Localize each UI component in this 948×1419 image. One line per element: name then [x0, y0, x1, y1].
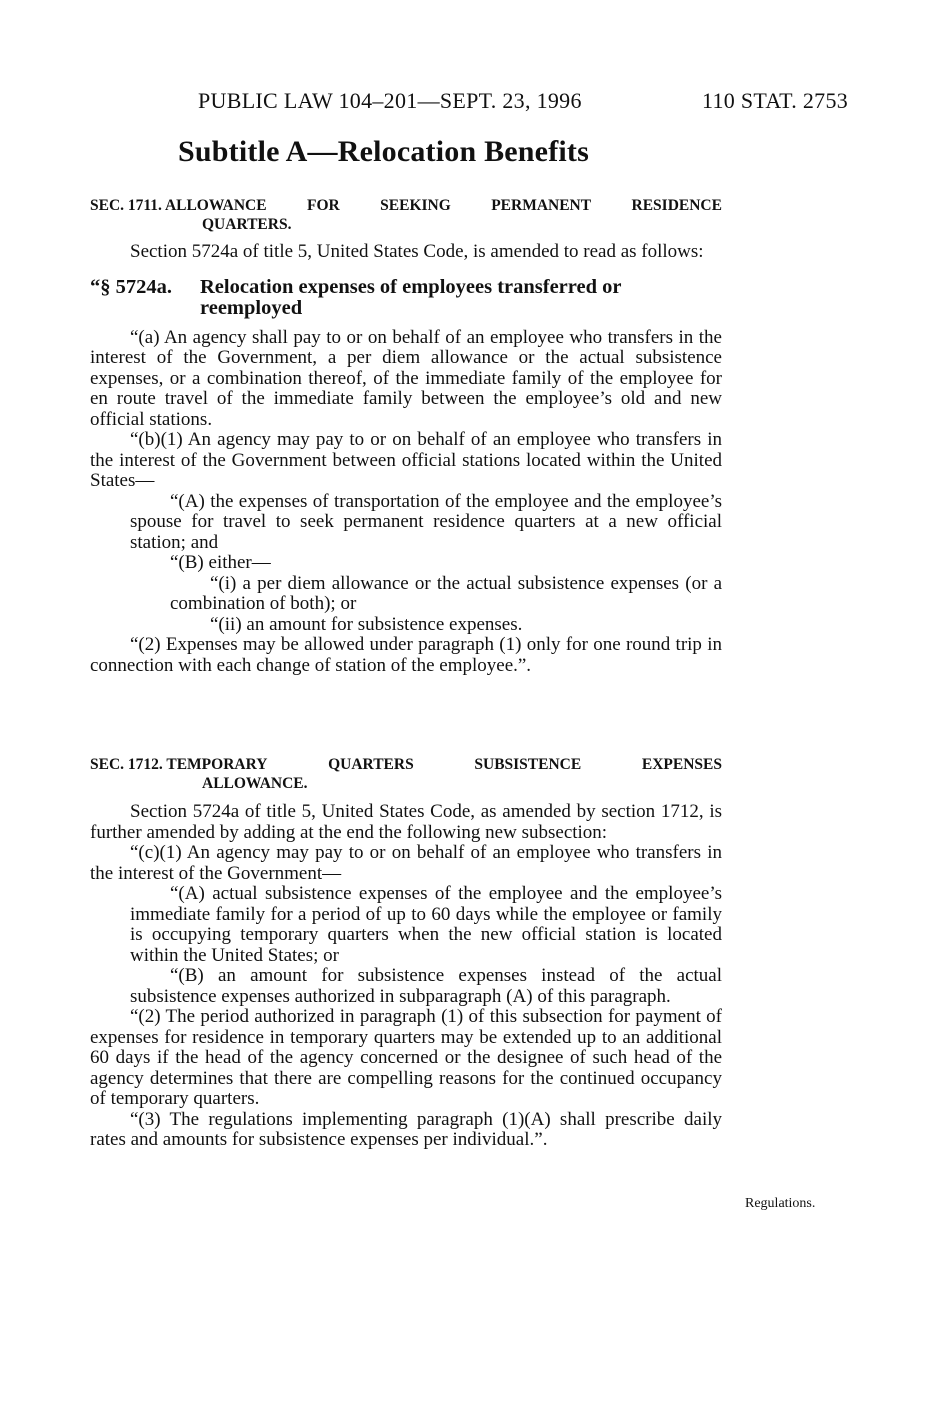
subtitle-heading: Subtitle A—Relocation Benefits	[178, 135, 589, 168]
section-symbol: “§ 5724a.	[90, 275, 172, 298]
paragraph-c1-B: “(B) an amount for subsistence expenses instead of the actual subsistence expenses authorized in subparagraph (A) of this paragraph.	[130, 965, 722, 1007]
heading-word: QUARTERS	[328, 756, 414, 773]
heading-word: FOR	[307, 197, 340, 214]
heading-word: SUBSISTENCE	[474, 756, 582, 773]
paragraph-b1-A: “(A) the expenses of transportation of the employee and the employee’s spouse for travel to seek permanent residence quarters at a new official station; and	[130, 490, 722, 553]
section-1712-heading	[90, 755, 722, 793]
page-number: 110 STAT. 2753	[702, 88, 849, 113]
section-1712	[90, 755, 722, 1151]
section-1711-intro: Section 5724a of title 5, United States Code, is amended to read as follows:	[130, 241, 704, 262]
paragraph-b2: “(2) Expenses may be allowed under paragraph (1) only for one round trip in connection with each change of station of the employee.”.	[90, 634, 722, 676]
paragraph-c1-A: “(A) actual subsistence expenses of the employee and the employee’s immediate family for a period of up to 60 days while the employee or family is occupying temporary quarters when the new official station is located within the United States; or	[130, 883, 722, 966]
heading-word: SEEKING	[380, 197, 451, 214]
paragraph-b1: “(b)(1) An agency may pay to or on behalf of an employee who transfers in the interest of the Government between official stations located within the United States—	[90, 429, 722, 491]
heading-continuation: QUARTERS.	[202, 216, 292, 233]
paragraph-b1-B: “(B) either—	[170, 552, 271, 573]
heading-word: SEC. 1711. ALLOWANCE	[90, 197, 267, 214]
section-5724a-title	[90, 277, 722, 319]
paragraph-c1: “(c)(1) An agency may pay to or on behalf of an employee who transfers in the interest of the Government—	[90, 842, 722, 884]
margin-note-regulations: Regulations.	[745, 1196, 816, 1211]
section-title-text: Relocation expenses of employees transferred or reemployed	[200, 275, 622, 319]
paragraph-c2: “(2) The period authorized in paragraph (1) of this subsection for payment of expenses for residence in temporary quarters may be extended up to an additional 60 days if the head of the agency concerned or the designee of such head of the agency determines that there are compelling reasons for the continued occupancy of temporary quarters.	[90, 1006, 722, 1109]
heading-word: EXPENSES	[641, 756, 722, 773]
section-1711	[90, 196, 722, 676]
paragraph-b1-B-ii: “(ii) an amount for subsistence expenses.	[210, 613, 523, 635]
paragraph-c3: “(3) The regulations implementing paragraph (1)(A) shall prescribe daily rates and amounts for subsistence expenses per individual.”.	[90, 1108, 722, 1150]
paragraph-a: “(a) An agency shall pay to or on behalf of an employee who transfers in the interest of the Government, a per diem allowance or the actual subsistence expenses, or a combination thereof, of the immediate family of the employee for en route travel of the immediate family between the employee’s old and new official stations.	[90, 326, 722, 430]
heading-word: PERMANENT	[491, 197, 592, 214]
heading-word: SEC. 1712. TEMPORARY	[90, 756, 268, 773]
heading-continuation: ALLOWANCE.	[202, 775, 308, 792]
paragraph-b1-B-i: “(i) a per diem allowance or the actual subsistence expenses (or a combination of both); or	[170, 572, 722, 614]
section-1712-intro: Section 5724a of title 5, United States Code, as amended by section 1712, is further amended by adding at the end the following new subsection:	[90, 801, 722, 843]
running-header-title: PUBLIC LAW 104–201—SEPT. 23, 1996	[198, 88, 582, 113]
heading-word: RESIDENCE	[631, 197, 722, 214]
section-1711-heading	[90, 196, 722, 234]
